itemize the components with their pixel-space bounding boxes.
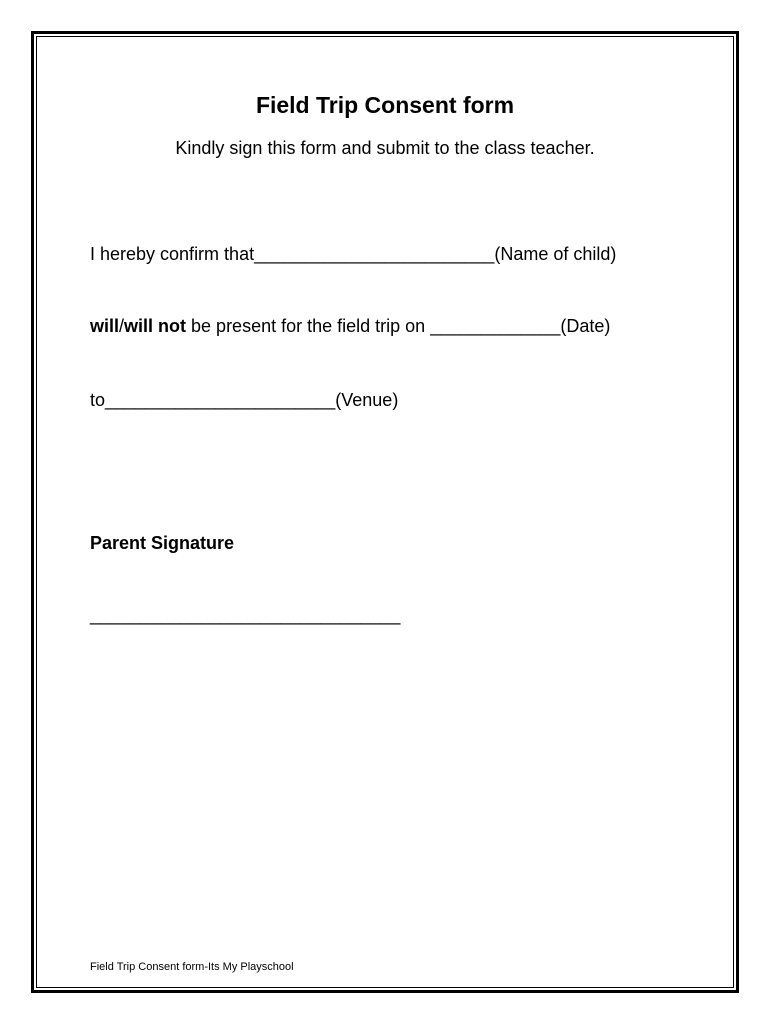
option-slash: / [119,316,125,336]
page-footer: Field Trip Consent form-Its My Playschool [90,961,294,973]
attendance-middle-text: be present for the field trip on [186,316,431,336]
date-suffix: (Date) [560,316,611,336]
venue-suffix: (Venue) [335,390,399,410]
child-name-blank[interactable]: ________________________ [254,244,495,264]
will-not-option: will not [124,316,187,336]
parent-signature-blank[interactable]: _______________________________ [90,605,401,625]
venue-prefix: to [90,390,106,410]
child-name-prefix: I hereby confirm that [90,244,255,264]
page-border-inner [36,36,734,988]
attendance-date-line [90,316,610,337]
will-option: will [90,316,120,336]
venue-blank[interactable]: _______________________ [105,390,336,410]
form-subtitle: Kindly sign this form and submit to the class teacher. [175,138,595,158]
date-blank[interactable]: _____________ [430,316,561,336]
parent-signature-label: Parent Signature [90,533,235,553]
form-title: Field Trip Consent form [255,92,515,118]
child-name-line [90,244,616,265]
child-name-suffix: (Name of child) [494,244,617,264]
venue-line [90,390,398,411]
